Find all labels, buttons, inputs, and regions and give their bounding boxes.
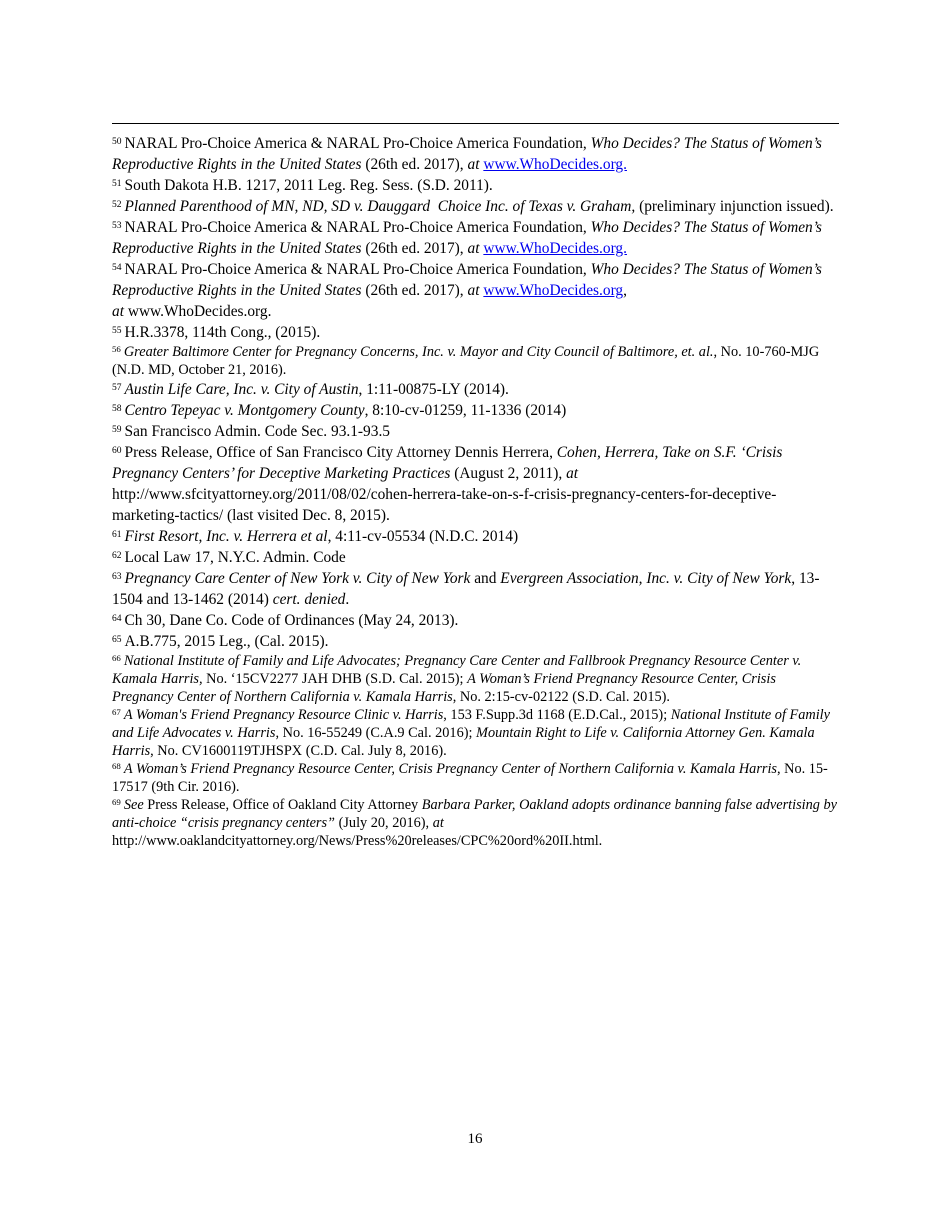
- whodecides-link[interactable]: www.WhoDecides.org.: [483, 240, 627, 257]
- footnote-54: $^{54}$ NARAL Pro-Choice America & NARAL Pro-Choice America Foundation, Who Decides? The Status of Women’s Reproductive Rights in the United States (26th ed. 2017), at www.WhoDecides.org, at www.WhoDecides.org.: [112, 261, 822, 320]
- footnote-65: $^{65}$ A.B.775, 2015 Leg., (Cal. 2015).: [112, 633, 329, 650]
- footnote-68: $^{68}$ A Woman’s Friend Pregnancy Resource Center, Crisis Pregnancy Center of Northern California v. Kamala Harris, No. 15-17517 (9th Cir. 2016).: [112, 761, 828, 795]
- footnote-separator: [112, 123, 839, 124]
- footnote-66: $^{66}$ National Institute of Family and Life Advocates; Pregnancy Care Center and Fallbrook Pregnancy Resource Center v. Kamala Harris, No. ‘15CV2277 JAH DHB (S.D. Cal. 2015); A Woman’s Friend Pregnancy Resource Center, Crisis Pregnancy Center of Northern California v. Kamala Harris, No. 2:15-cv-02122 (S.D. Cal. 2015).: [112, 653, 802, 705]
- footnote-60: $^{60}$ Press Release, Office of San Francisco City Attorney Dennis Herrera, Cohen, Herrera, Take on S.F. ‘Crisis Pregnancy Centers’ for Deceptive Marketing Practices (August 2, 2011), at http://www.sfcityattorney.org/2011/08/02/cohen-herrera-take-on-s-f-crisis-pregnancy-centers-for-deceptive-marketing-tactics/ (last visited Dec. 8, 2015).: [112, 444, 783, 524]
- footnote-53: $^{53}$ NARAL Pro-Choice America & NARAL Pro-Choice America Foundation, Who Decides? The Status of Women’s Reproductive Rights in the United States (26th ed. 2017), at www.WhoDecides.org.: [112, 219, 822, 257]
- footnote-51: $^{51}$ South Dakota H.B. 1217, 2011 Leg. Reg. Sess. (S.D. 2011).: [112, 177, 493, 194]
- footnotes: [112, 133, 839, 850]
- page-number: 16: [467, 1131, 483, 1147]
- footnote-50: $^{50}$ NARAL Pro-Choice America & NARAL Pro-Choice America Foundation, Who Decides? The Status of Women’s Reproductive Rights in the United States (26th ed. 2017), at www.WhoDecides.org.: [112, 135, 822, 173]
- footnote-63: $^{63}$ Pregnancy Care Center of New York v. City of New York and Evergreen Association, Inc. v. City of New York, 13-1504 and 13-1462 (2014) cert. denied.: [112, 570, 820, 608]
- footnote-69: $^{69}$ See Press Release, Office of Oakland City Attorney Barbara Parker, Oakland adopts ordinance banning false advertising by anti-choice “crisis pregnancy centers” (July 20, 2016), at http://www.oaklandcityattorney.org/News/Press%20releases/CPC%20ord%20II.html.: [112, 797, 838, 849]
- footnote-59: $^{59}$ San Francisco Admin. Code Sec. 93.1-93.5: [112, 423, 390, 440]
- whodecides-link[interactable]: www.WhoDecides.org: [483, 282, 624, 299]
- footnote-67: $^{67}$ A Woman's Friend Pregnancy Resource Clinic v. Harris, 153 F.Supp.3d 1168 (E.D.Cal., 2015); National Institute of Family and Life Advocates v. Harris, No. 16-55249 (C.A.9 Cal. 2016); Mountain Right to Life v. California Attorney Gen. Kamala Harris, No. CV1600119TJHSPX (C.D. Cal. July 8, 2016).: [112, 707, 830, 759]
- footnote-62: $^{62}$ Local Law 17, N.Y.C. Admin. Code: [112, 549, 346, 566]
- footnote-61: $^{61}$ First Resort, Inc. v. Herrera et al, 4:11-cv-05534 (N.D.C. 2014): [112, 528, 519, 545]
- whodecides-link[interactable]: www.WhoDecides.org.: [483, 156, 627, 173]
- footnote-64: $^{64}$ Ch 30, Dane Co. Code of Ordinances (May 24, 2013).: [112, 612, 459, 629]
- footnote-56: $^{56}$ Greater Baltimore Center for Pregnancy Concerns, Inc. v. Mayor and City Council of Baltimore, et. al., No. 10-760-MJG (N.D. MD, October 21, 2016).: [112, 344, 820, 378]
- footnote-52: $^{52}$ Planned Parenthood of MN, ND, SD v. Dauggard Choice Inc. of Texas v. Graham, (preliminary injunction issued).: [112, 198, 834, 215]
- footnote-57: $^{57}$ Austin Life Care, Inc. v. City of Austin, 1:11-00875-LY (2014).: [112, 381, 509, 398]
- footnote-58: $^{58}$ Centro Tepeyac v. Montgomery County, 8:10-cv-01259, 11-1336 (2014): [112, 402, 567, 419]
- footnote-55: $^{55}$ H.R.3378, 114th Cong., (2015).: [112, 324, 321, 341]
